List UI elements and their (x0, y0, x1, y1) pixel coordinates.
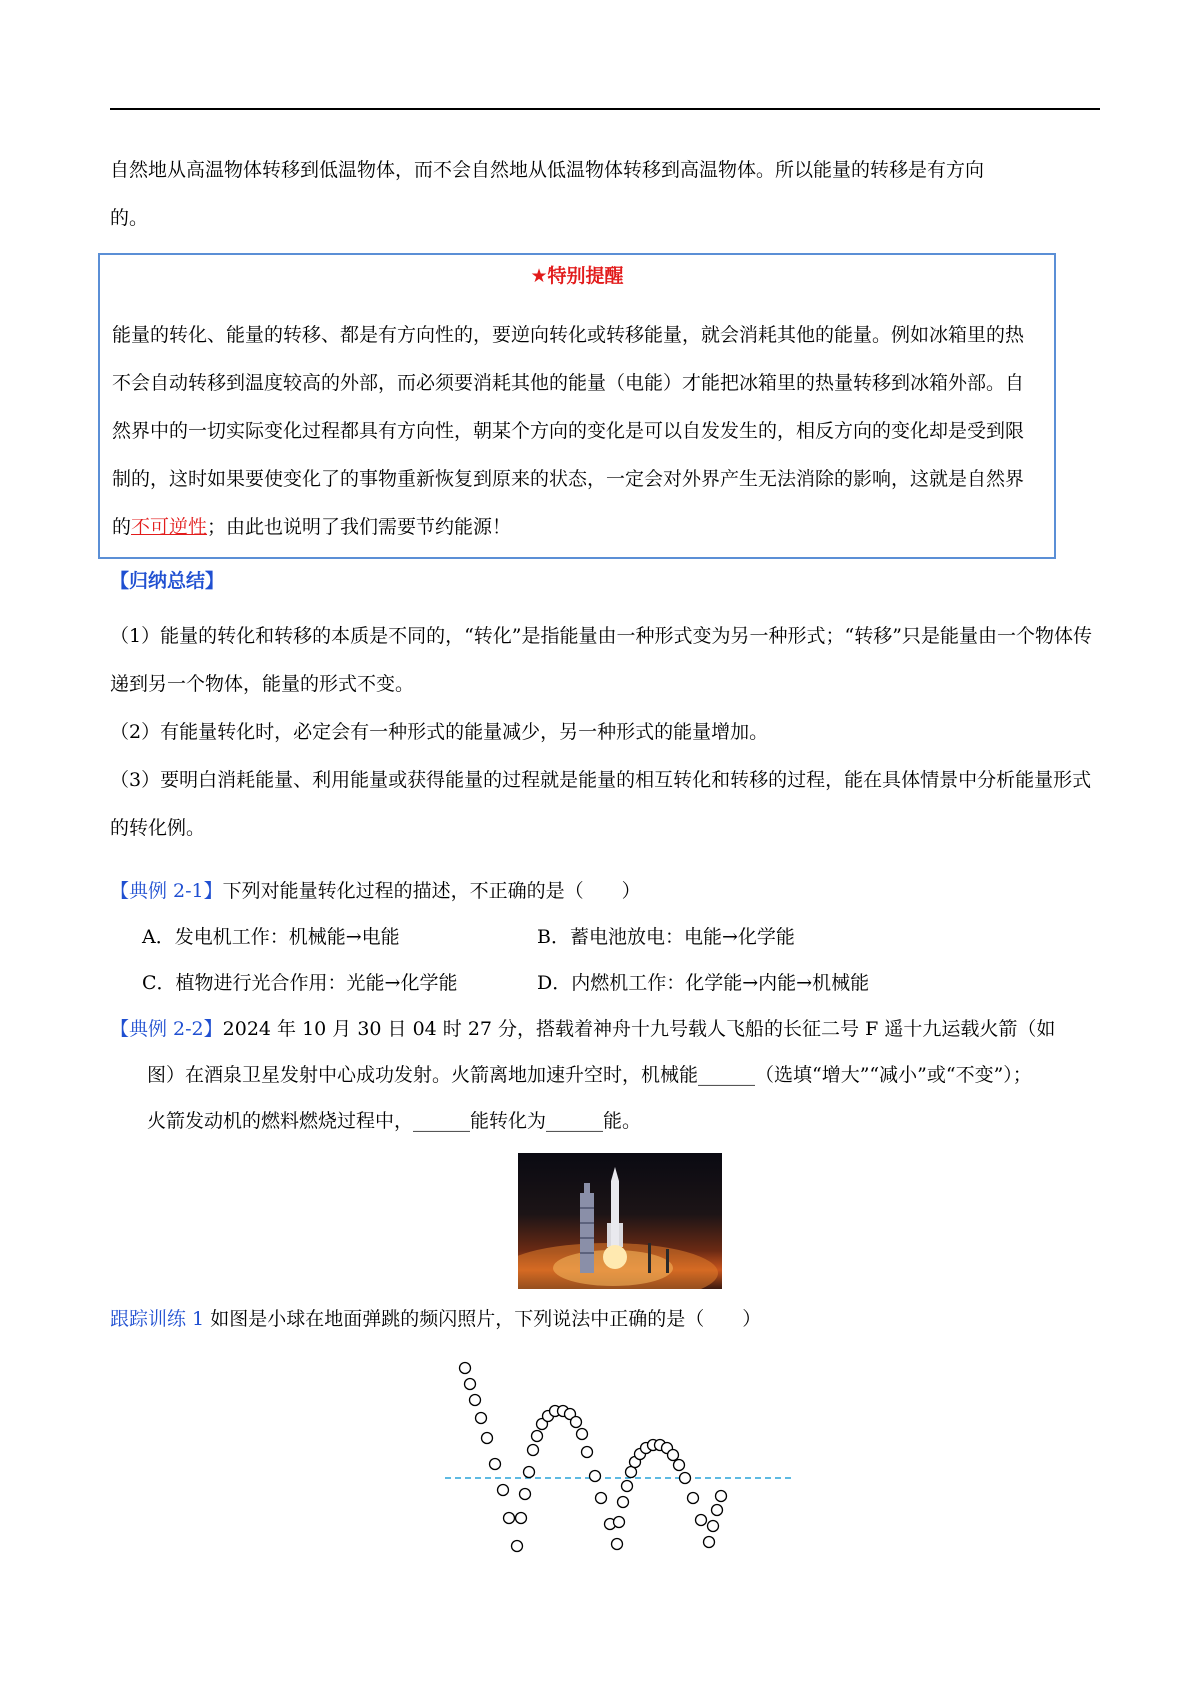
ball (470, 1395, 481, 1406)
ball (516, 1513, 527, 1524)
example-2-2-line-1 (110, 1014, 1055, 1041)
callout-body (112, 311, 1042, 551)
example-2-2-line-2: 图）在酒泉卫星发射中心成功发射。火箭离地加速升空时，机械能______（选填“增大”“减小”或“不变”）； (147, 1064, 1032, 1086)
summary-item-3: （3）要明白消耗能量、利用能量或获得能量的过程就是能量的相互转化和转移的过程，能在具体情景中分析能量形式的转化例。 (110, 769, 1092, 839)
ball (528, 1445, 539, 1456)
example-2-2-text-1: 2024 年 10 月 30 日 04 时 27 分，搭载着神舟十九号载人飞船的长征二号 F 遥十九运载火箭（如 (222, 1018, 1056, 1040)
ball (712, 1505, 723, 1516)
ball (668, 1450, 679, 1461)
ball (482, 1433, 493, 1444)
example-2-1-tag: 【典例 2-1】 (110, 880, 223, 902)
ball (680, 1473, 691, 1484)
summary-title: 【归纳总结】 (110, 570, 225, 592)
ball (626, 1467, 637, 1478)
rocket-illustration (518, 1153, 722, 1289)
ball (498, 1485, 509, 1496)
ball (460, 1363, 471, 1374)
practice-1-tag: 跟踪训练 1 (110, 1308, 205, 1330)
ball (532, 1431, 543, 1442)
ball (520, 1489, 531, 1500)
ball (504, 1513, 515, 1524)
ball (524, 1467, 535, 1478)
ball (612, 1539, 623, 1550)
bounce-svg (445, 1356, 795, 1566)
ball (590, 1471, 601, 1482)
option-a: A．发电机工作：机械能→电能 (142, 926, 400, 948)
option-c: C．植物进行光合作用：光能→化学能 (142, 972, 458, 994)
special-reminder-box (98, 253, 1056, 559)
ball (571, 1417, 582, 1428)
ball (476, 1413, 487, 1424)
ball (465, 1379, 476, 1390)
ball (512, 1541, 523, 1552)
ball (622, 1481, 633, 1492)
summary-item-1: （1）能量的转化和转移的本质是不同的，“转化”是指能量由一种形式变为另一种形式；“转移”只是能量由一个物体传递到另一个物体，能量的形式不变。 (110, 625, 1092, 695)
option-b: B．蓄电池放电：电能→化学能 (537, 926, 795, 948)
ball (674, 1460, 685, 1471)
example-2-1-text: 下列对能量转化过程的描述，不正确的是（ ） (222, 880, 641, 902)
ball (596, 1493, 607, 1504)
option-d: D．内燃机工作：化学能→内能→机械能 (537, 972, 870, 994)
intro-line-1: 自然地从高温物体转移到低温物体，而不会自然地从低温物体转移到高温物体。所以能量的转移是有方向 (110, 159, 985, 181)
ball-positions (460, 1363, 727, 1552)
callout-text: 能量的转化、能量的转移、都是有方向性的，要逆向转化或转移能量，就会消耗其他的能量。例如冰箱里的热不会自动转移到温度较高的外部，而必须要消耗其他的能量（电能）才能把冰箱里的热量转移到冰箱外部。自然界中的一切实际变化过程都具有方向性，朝某个方向的变化是可以自发发生的，相反方向的变化却是受到限制的，这时如果要使变化了的事物重新恢复到原来的状态，一定会对外界产生无法消除的影响，这就是自然界的 (112, 324, 1025, 538)
ball (582, 1447, 593, 1458)
practice-1-text: 如图是小球在地面弹跳的频闪照片，下列说法中正确的是（ ） (210, 1308, 762, 1330)
ball-bounce-strobe-diagram (445, 1356, 795, 1566)
callout-text-end: ；由此也说明了我们需要节约能源！ (207, 516, 512, 538)
intro-line-2: 的。 (110, 207, 149, 229)
ball (704, 1537, 715, 1548)
ball (716, 1491, 727, 1502)
summary-item-2: （2）有能量转化时，必定会有一种形式的能量减少，另一种形式的能量增加。 (110, 721, 769, 743)
callout-title: ★特别提醒 (530, 265, 624, 287)
example-2-2-tag: 【典例 2-2】 (110, 1018, 223, 1040)
ball (618, 1497, 629, 1508)
ball (688, 1493, 699, 1504)
header-rule (110, 108, 1100, 110)
example-2-1-question (110, 876, 641, 903)
callout-highlight: 不可逆性 (131, 516, 208, 538)
rocket-launch-photo (518, 1153, 722, 1289)
example-2-2-line-3: 火箭发动机的燃料燃烧过程中，______能转化为______能。 (147, 1110, 642, 1132)
ball (614, 1517, 625, 1528)
ball (490, 1459, 501, 1470)
practice-1-question (110, 1304, 761, 1331)
intro-paragraph (110, 146, 1100, 242)
ball (577, 1429, 588, 1440)
ball (696, 1515, 707, 1526)
ball (708, 1521, 719, 1532)
